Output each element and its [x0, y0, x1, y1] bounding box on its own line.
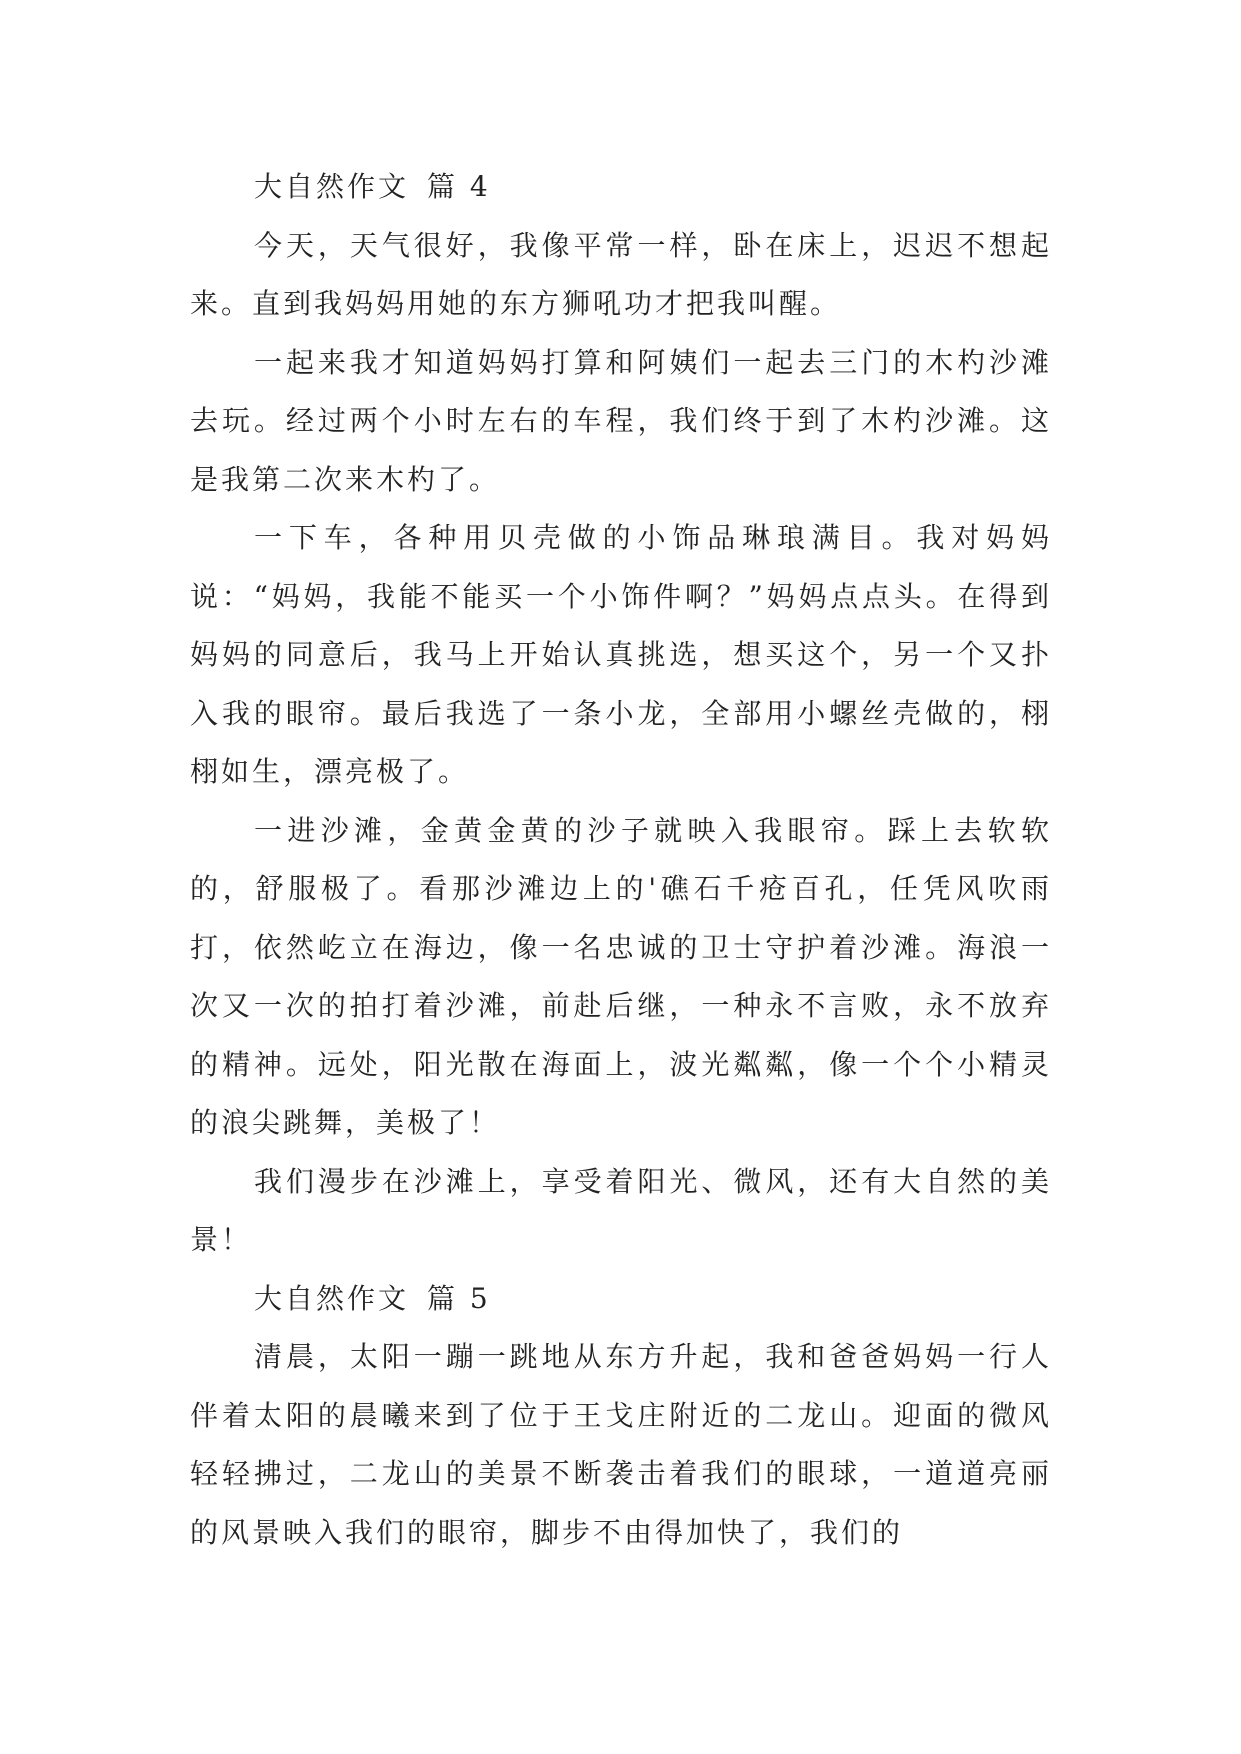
paragraph: 一起来我才知道妈妈打算和阿姨们一起去三门的木杓沙滩去玩。经过两个小时左右的车程，我们终于到了木杓沙滩。这是我第二次来木杓了。 [190, 345, 1052, 496]
paragraph: 一下车，各种用贝壳做的小饰品琳琅满目。我对妈妈说：“妈妈，我能不能买一个小饰件啊？”妈妈点点头。在得到妈妈的同意后，我马上开始认真挑选，想买这个，另一个又扑入我的眼帘。最后我选了一条小龙，全部用小螺丝壳做的，栩栩如生，漂亮极了。 [190, 521, 1052, 788]
heading-title: 大自然作文 [254, 170, 410, 203]
paragraph: 今天，天气很好，我像平常一样，卧在床上，迟迟不想起来。直到我妈妈用她的东方狮吼功才把我叫醒。 [190, 228, 1052, 320]
heading-number: 篇 5 [427, 1281, 491, 1315]
document-body [190, 158, 1052, 1562]
paragraph: 我们漫步在沙滩上，享受着阳光、微风，还有大自然的美景！ [190, 1164, 1052, 1256]
section-heading [190, 158, 1052, 217]
heading-title: 大自然作文 [254, 1281, 410, 1315]
heading-number: 篇 4 [427, 170, 491, 203]
section-heading [190, 1270, 1052, 1329]
paragraph: 一进沙滩，金黄金黄的沙子就映入我眼帘。踩上去软软的，舒服极了。看那沙滩边上的'礁石千疮百孔，任凭风吹雨打，依然屹立在海边，像一名忠诚的卫士守护着沙滩。海浪一次又一次的拍打着沙滩，前赴后继，一种永不言败，永不放弃的精神。远处，阳光散在海面上，波光粼粼，像一个个小精灵的浪尖跳舞，美极了！ [190, 813, 1052, 1139]
paragraph: 清晨，太阳一蹦一跳地从东方升起，我和爸爸妈妈一行人伴着太阳的晨曦来到了位于王戈庄附近的二龙山。迎面的微风轻轻拂过，二龙山的美景不断袭击着我们的眼球，一道道亮丽的风景映入我们的眼帘，脚步不由得加快了，我们的 [190, 1340, 1052, 1549]
